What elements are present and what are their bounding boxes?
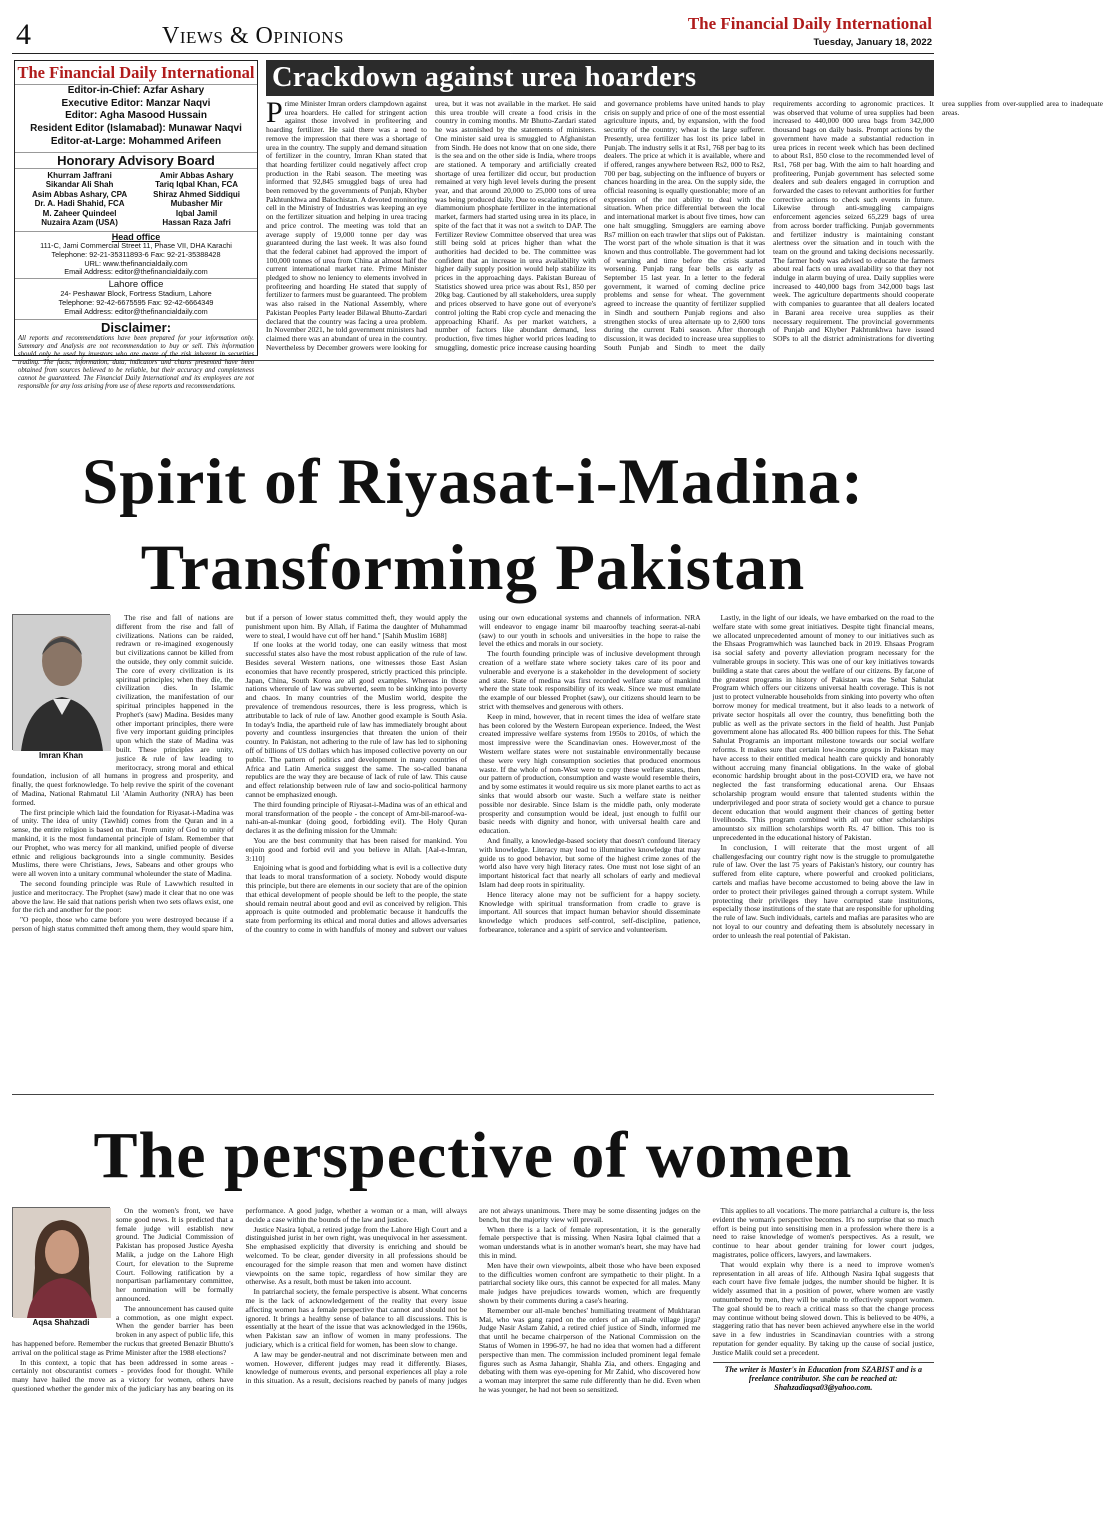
advisor-name: Hassan Raza Jafri [162, 218, 231, 228]
author-portrait-image [12, 614, 110, 750]
masthead-box [14, 60, 258, 390]
advisor-name: Tariq Iqbal Khan, FCA [155, 180, 239, 190]
author-photo [12, 1207, 110, 1328]
article-body-madina [12, 614, 934, 1088]
advisor-name: Mubasher Mir [170, 199, 223, 209]
advisory-board [15, 169, 257, 231]
article-headline-urea: Crackdown against urea hoarders [266, 60, 934, 96]
paragraph: Keep in mind, however, that in recent times the idea of welfare state has been colored by the Western European experience. Indeed, the West created impressive welfare systems from 1950s to 2010s, of which the most impressive were the Scandinavian ones. However,most of the Western welfare states were not sustainable environmentally because these were very high consumption societies that produced enormous waste. If the whole of non-West were to copy these welfare states, then our pattern of production, consumption and waste would resemble theirs, and by some estimates it would require us six more planet earths to act as sinks that would absorb our waste. Such a welfare state is neither possible nor desirable. Since Islam is the middle path, only moderate prosperity and consumption would be ideal, just enough to fulfil our basic needs with dignity and honor, with universal health care and education. [479, 711, 701, 836]
article-headline-women: The perspective of women [93, 1119, 853, 1192]
author-note: The writer is Master's in Education from SZABIST and is a freelance contributor. She can be reached at: Shahzadiaqsa03@yahoo.com. [713, 1362, 935, 1392]
advisor-name: Nuzaira Azam (USA) [41, 218, 118, 228]
advisor-name: Iqbal Jamil [175, 208, 218, 218]
advisory-board-title: Honorary Advisory Board [15, 152, 257, 169]
lahore-office-title: Lahore office [15, 278, 257, 290]
paragraph: That would explain why there is a need to improve women's representation in all areas of life. Although Nasira Iqbal suggests that each court have five female judges, the number should be higher. It is widely assumed that in a position of power, where women are vastly outnumbered by men, they will be unable to effectively support women. The goal should be to reach a critical mass so that the change process may continue without being slowed down. This is believed to be 40%, a staggering ratio that has never been achieved anywhere else in the world save in a few industries in Scandinavian countries with a strong reputation for gender equality. By taking up the cause of social justice, Justice Malik could set a precedent. [712, 1259, 934, 1357]
advisor-name: Amir Abbas Ashary [159, 170, 234, 180]
paper-name: The Financial Daily International [687, 14, 932, 33]
page-header [12, 14, 934, 54]
editor-line: Resident Editor (Islamabad): Munawar Naqvi [30, 123, 242, 135]
portrait-icon [13, 615, 111, 751]
paragraph: Hence literacy alone may not be sufficient for a happy society. Knowledge with spiritual transformation from cradle to grave is important. All sources that impact human behavior should disseminate knowledge which produces self-control, self-discipline, patience, forbearance, tolerance and a spirit of service and volunteerism. [479, 889, 701, 934]
advisor-name: Sikandar Ali Shah [45, 180, 114, 190]
article-body-women [12, 1207, 934, 1515]
photo-caption: Aqsa Shahzadi [32, 1318, 90, 1327]
advisory-column-left [32, 171, 127, 229]
lahore-office-address [15, 290, 257, 316]
paragraph: The fourth founding principle was of inclusive development through creation of a welfare state where society takes care of its poor and vulnerable and everyone is a stakeholder in the development of society and state. State of medina was first recorded welfare state of mankind where the state took responsibility of its weak. Since we must emulate the example of our blessed Prophet (saw), our citizens should learn to be strict with themselves and generous with others. [479, 649, 701, 711]
paragraph: The third founding principle of Riyasat-i-Madina was of an ethical and moral transformation of the people - the concept of Amr-bil-maroof-wa-nahi-an-al-munkar (doing good, forbidding evil). The Holy Quran declares it as the defining mission for the Ummah: [245, 799, 467, 836]
paragraph: Remember our all-male benches' humiliating treatment of Mukhtaran Mai, who was gang raped on the orders of an all-male village jirga? Judge Nasir Aslam Zahid, a retired chief justice of Sindh, informed me that until he became chairperson of the National Commission on the Status of Women in 1996-97, he had no idea that women had a different perspective than men. The commission included prominent legal female figures such as Asma Jahangir, Shahla Zia, and others. Engaging and debating with them was eye-opening for Mr Zahid, who discovered how a woman may interpret the same rule differently than he did. Even when he was younger, he had not been so sensitized. [479, 1305, 701, 1394]
paragraph: The rise and fall of nations are different from the rise and fall of civilizations. Nations can be raided, redrawn or re-imagined exogenously but civilizations cannot be killed from the outside, they only commit suicide. The core of every civilization is its spiritual principles; when they die, the civilization dies. In Islamic civilization, the manifestation of our spiritual principles happened in the Prophet's (saw) Madina. Besides many other important principles, there were five very important guiding principles upon which the state of Madina was built. These principles are unity, justice & rule of law leading to meritocracy, strong moral and ethical foundation, inclusion of all humans in progress and prosperity, and finally, the quest forknowledge. To help revive the spirit of the covenant of Madina, National Rahmatul Lil 'Alamin Authority (NRA) has been formed. [12, 613, 234, 807]
paragraph: The second founding principle was Rule of Lawwhich resulted in justice and meritocracy. The Prophet (saw) made it clear that no one was above the law. He said that nations perish when two sets oflaws exist, one for the rich and another for the poor: [12, 878, 234, 915]
paragraph: Enjoining what is good and forbidding what is evil is a collective duty that leads to moral transformation of a society. Nobody would dispute this principle, but there are elements in our society that are of the opinion that ethical development of people should be left to the people, the state should remain neutral about good and evil as conceived by religion. This approach is quite outmoded and problematic because it handcuffs the state from performing its ethical and moral duties and allows adversaries of the country to come in with handfuls of money and subvert our values using our own educational systems and channels of information. NRA will endeavor to engage inamr bil maaroofby teaching seerat-al-nabi (saw) to our youth in schools and universities in the hope to raise the level the ethics and morals in our society. [245, 613, 701, 934]
advisory-column-right [153, 171, 240, 229]
advisor-name: M. Zaheer Quindeel [42, 208, 117, 218]
issue-date: Tuesday, January 18, 2022 [813, 37, 932, 48]
paragraph: You are the best community that has been raised for mankind. You enjoin good and forbid evil and you believe in Allah. [Aal-e-Imran, 3:110] [245, 835, 467, 863]
header-divider [12, 53, 934, 54]
editor-line: Editor: Agha Masood Hussain [65, 110, 207, 122]
address-line: Telephone: 92-42-6675595 Fax: 92-42-6664349 [58, 298, 214, 308]
paragraph: If one looks at the world today, one can easily witness that most successful states also have the most robust application of the rule of law. Besides several Western nations, one witnesses those East Asian economies that have recently prospered, strictly practiced this principle. Japan, China, South Korea are all good examples. Whereas in those nations whererule of law was subverted, seem to be sinking into poverty and chaos. In many countries of the Muslim world, despite the prevalence of tremendous resources, there is less progress, which is attributable to lack of rule of law. Another good example is South Asia. In today's India, the apartheid rule of law has immediately brought about poverty and countless insurgencies that threaten the union of their country. In Pakistan, not adhering to the rule of law has led to siphoning off of billions of US dollars which has imposed collective poverty on our public. The pattern of politics and development in many countries of Africa and Latin America suggest the same. The so-called banana republics are the way they are because of lack of rule of law. This cause and effect relationship between rule of law and socio-political harmony cannot be emphasized enough. [245, 640, 467, 799]
editor-line: Executive Editor: Manzar Naqvi [61, 97, 211, 109]
address-line: URL: www.thefinancialdaily.com [84, 258, 188, 268]
photo-caption: Imran Khan [38, 751, 83, 760]
paragraph: "O people, those who came before you were destroyed because if a person of high status committed theft among them, they would spare him, but if a person of lower status committed theft, they would apply the punishment upon him. By Allah, if Fatima the daughter of Muhammad were to steal, I would have cut off her hand." [Sahih Muslim 1688] [12, 613, 467, 933]
editor-line: Editor-in-Chief: Azfar Ashary [67, 85, 205, 96]
head-office-title: Head office [15, 231, 257, 242]
section-title: Views & Opinions [162, 23, 344, 49]
address-line: Email Address: editor@thefinancialdaily.com [64, 267, 208, 277]
paragraph: This applies to all vocations. The more patriarchal a culture is, the less evident the woman's perspective becomes. It's no surprise that so much effort is being put into sensitising men in a profession where there is a need to raise knowledge of women's perspectives. As a result, we continue to hear about gender training for lower court judges, magistrates, police officers, lawyers, and lawmakers. [712, 1206, 934, 1259]
paragraph: Justice Nasira Iqbal, a retired judge from the Lahore High Court and a distinguished jurist in her own right, was unequivocal in her assessment. She emphasised explicitly that diversity is enriching and should be welcomed. To be clear, gender diversity in all professions should be encouraged for the simple reason that men and women have distinct viewpoints on the same topic, regardless of how similar they are otherwise. As a result, both must be taken into account. [245, 1224, 467, 1287]
article-headline-madina-line1: Spirit of Riyasat-i-Madina: [82, 446, 864, 518]
address-line: Telephone: 92-21-35311893-6 Fax: 92-21-35388428 [51, 249, 221, 259]
paragraph: Lastly, in the light of our ideals, we have embarked on the road to the welfare state with some great initiatives. Despite tight financial means, we allocated unprecedented amount of money to our initiatives such as the Ehsaas Programwhich was launched back in 2019. Ehsaas Program isa social safety and poverty alleviation program necessary for the vulnerable groups in society. This was one of our key initiatives towards building a state that cares about the welfare of our citizens. By far,one of the greatest programs in history of Pakistan was the Sehat Sahulat Program which offers our citizens universal health coverage. This is not just to protect vulnerable households from sinking into poverty who often borrow money for medical treatment, but it also leads to a network of private sector hospitals all over the country, thus benefitting both the public as well as the private sectors in the field of health. Just Punjab government alone has allocated Rs. 400 billion rupees for this. The Sehat Sahulat Programis an important milestone towards our social welfare reforms. It makes sure that certain low-income groups in Pakistan may have access to their entitled medical health care quickly and honorably without accruing many financial obligations. In the wake of global economic hardship brought about in the post-COVID era, we have not neglected the fast transforming educational arena. Our Ehsaas scholarship program would ensure that talented students within the underprivileged and poor strata of society would get a chance to pursue decent education that would augment their chances of getting better livelihoods. This program combined with all our other scholarships amountsto six million scholarships worth Rs. 47 billion. This too is unprecedented in the educational history of Pakistan. [712, 613, 934, 842]
paragraph: In conclusion, I will reiterate that the most urgent of all challengesfacing our country right now is the struggle to promulgatethe rule of law. Over the last 75 years of Pakistan's history, our country has suffered from elite capture, where powerful and crooked politicians, cartels and mafias have become accustomed to being above the law in order to protect their privileges gained through a corrupt system. While protecting their privileges they have corrupted state institutions, especially those institutions of the state that are responsible for upholding the rule of law. Such individuals, cartels and mafias are parasites who are not loyal to our country and defeating them is absolutely necessary in order to unleash the real potential of Pakistan. [712, 842, 934, 940]
paragraph: On the women's front, we have some good news. It is predicted that a female judge will establish new ground. The Judicial Commission of Pakistan has proposed Justice Ayesha Malik, a judge on the Lahore High Court, for elevation to the Supreme Court. Following ratification by a nonpartisan parliamentary committee, her nomination will be formally announced. [116, 1206, 234, 1303]
paragraph: The first principle which laid the foundation for Riyasat-i-Madina was of unity. The idea of unity (Tawhid) comes from the Quran and in a sense, the entire religion is based on that. From unity of God to unity of mankind, it is the most fundamental principle of Islam. Remember that our Prophet, who was mercy for all mankind, unified people of diverse ethnic and religious backgrounds into a single community. Besides Muslims, there were Christians, Jews, Sabeans and other groups who were all woven into a unitary communal wholeunder the state of Madina. [12, 807, 234, 879]
author-portrait-image [12, 1207, 110, 1317]
paragraph: Men have their own viewpoints, albeit those who have been exposed to the difficulties women confront are sympathetic to their plight. In a patriarchal society like ours, this cannot be expected for all males. Many male judges have prejudices towards women, which are frequently shown by their comments during a case's hearing. [479, 1260, 701, 1305]
article-text: rime Minister Imran orders clampdown against urea hoarders. He called for stringent action against those involved in profiteering and hoarding fertilizer. He said there was a need to remove the impression that there was a shortage of urea in the country. The supply and demand situation of fertilizer in the country, Imran Khan stated that that hoarding fertilizer could negatively affect crop production in the Rabi season. The meeting was informed that 92,845 smuggled bags of urea had been removed by the governments of Punjab, Khyber Pakhtunkhwa and Balochistan. A devoted monitoring cell in the Ministry of Industries was keeping an eye on the fertilizer situation and helping in urea tracing and price control. The meeting was told that an average supply of 19,000 tonne per day was guaranteed during the last week. It was also found that the federal cabinet had approved the import of 100,000 tonnes of urea from China at almost half the current international market rate. Prime Minister pledged to show no leniency to elements involved in profiteering and hoarding He stated that supply of fertilizer to farmers must be guaranteed. The problem was also raised in the National Assembly, where Pakistan Peoples Party leader Bilawal Bhutto-Zardari declared that the country was facing a urea problem. In November 2021, he told government ministers had claimed there was an abundant of urea in the country. Nevertheless by December growers were looking for urea, but it was not available in the market. He said this urea trouble will create a food crisis in the country in coming months. Mr Bhutto-Zardari stated he was astonished by the statements of ministers. One minister said urea is smuggled to Afghanistan from Sindh. He does not know that on one side, there is the sea and on the other side is India, where troops are stationed. A temporary and artificially created shortage of urea fertilizer did occur, but production remained at very high level levels during the present year, and that around 20,000 to 25,000 tons of urea was being produced daily. Due to escalating prices of diammonium phosphate fertilizer in the international market, farmers had started using urea in its place, in spite of the fact that it was not a switch to DAP. The Fertilizer Review Committee observed that urea was still being sold at prices higher than what the authorities had decided to be. The committee was confident that an increase in urea availability with higher daily supply position would help stabilize its prices in the approaching days. Pakistan Bureau of Statistics showed urea price was about Rs1, 850 per 20kg bag. Cautioned by all stakeholders, urea supply and prices observed to have gone out of everyone's control jolting the Rabi crop cycle and menacing the approaching Kharif. As per market watchers, a number of factors like abundant demand, less production, five times higher world prices leading to smuggling, domestic price increase causing hoarding and governance problems have united hands to play crisis on supply and price of one of the most essential agriculture inputs, and, by expansion, with the food security of the country; wheat is the large sufferer. Presently, urea fertilizer has lost its price label in Punjab. The industry sells it at Rs1, 768 per bag to its dealers. The price at which it is available, where and if offered, ranges anywhere between Rs2, 000 to Rs2, 700 per bag, subjecting on the influence of buyers or chances hoarding in the area. On the supply side, the official reasoning is equally questionable; more of an expression of the not ability to deal with the situation. When price differential between the local and international market is about five times, how can one halt smuggling. Smugglers are earning above Rs7 million on each trawler that slips out of Pakistan. The worst part of the whole situation is that it was known and thus controllable. The government had lot of warning and time before the crisis started worsening. Punjab rang fear bells as early as September 15 last year. In a letter to the federal government, it warned of coming decline price problems and sense for wheat. The government agreed to increase the quantity of fertilizer supplied in Sindh and southern Punjab regions and also strengthen stocks of urea alternate up to 2,600 tons during the current Rabi season. After thorough discussion, it was decided to increase urea supplies to South Punjab and Sindh to meet the daily requirements according to agronomic practices. It was observed that volume of urea supplies had been increased to 440,000 000 urea bags from 342,000 thousand bags on daily basis. Prompt actions by the government have made a substantial reduction in urea prices in recent week which has been declined to about Rs1, 850 close to the recommended level of Rs1, 768 per bag. With the aim to halt hoarding and profiteering, Punjab government has selected some dealers and sub dealers engaged in corruption and forwarded the cases to relevant authorities for further corrective actions to check such events in future. Likewise through anti-smuggling campaigns enforcement agencies seized 65,229 bags of urea from across border trafficking. Punjab governments and fertilizer industry is maintaining constant alertness over the situation and in touch with the team on the ground and taking decisions necessarily. The farmer body was advised to educate the farmers about real facts on urea availability so that they not indulge in alarm buying of urea. Daily supplies were increased to 440,000 bags from 342,000 bags last week. The agriculture departments should cooperate with companies to guarantee that all dealers located in Barani area receive urea supplies as their necessary requirement. The provincial governments of Punjab and Khyber Pakhtunkhwa have issued SOPs to all the district administrations for diverting urea supplies from over-supplied area to inadequate areas. [266, 99, 1103, 352]
disclaimer-title: Disclaimer: [15, 319, 257, 335]
disclaimer-text: All reports and recommendations have been prepared for your information only. Summary and Analysis are not recommendation to buy or sell. This information should only be used by investors who are aware of the risk inherent in securities trading. The facts, information, data, indicators and charts presented have been obtained from sources believed to be reliable, but their accuracy and completeness cannot be guaranteed. The Financial Daily International and its employees are not responsible for any loss arising from use of these reports and recommendations. [18, 334, 254, 390]
drop-cap: P [266, 96, 283, 129]
advisor-name: Khurram Jaffrani [47, 170, 112, 180]
editor-list [15, 85, 257, 149]
article-body-urea [266, 96, 1103, 356]
advisor-name: Shiraz Ahmed Siddiqui [153, 189, 240, 199]
head-office-address [15, 242, 257, 277]
section-divider [12, 1094, 934, 1095]
address-line: Email Address: editor@thefinancialdaily.com [64, 306, 208, 316]
address-line: 111-C, Jami Commercial Street 11, Phase VII, DHA Karachi [40, 241, 232, 251]
paragraph: In patriarchal society, the female perspective is absent. What concerns me is the lack of acknowledgement of the reality that every issue affecting women has a female perspective that cannot and should not be ignored. It brings a healthy sense of balance to all discussions. This is essentially at the heart of the issue that was acknowledged in the 1960s, when Pakistan saw an inflow of women in many professions. The judiciary, which is a critical field for women, has been slow to change. [245, 1287, 467, 1349]
paragraph: When there is a lack of female representation, it is the generally female perspective that is missing. When Nasira Iqbal claimed that a woman understands what is in another woman's heart, she may have had this in mind. [479, 1224, 701, 1260]
section-divider [12, 360, 934, 361]
masthead-title: The Financial Daily International [15, 61, 257, 85]
portrait-icon [13, 1208, 111, 1318]
author-photo [12, 614, 110, 761]
paragraph: The announcement has caused quite a commotion, as one might expect. When the gender barrier has been broken in any aspect of public life, this has happened before. Remember the ruckus that greeted Benazir Bhutto's arrival on the political stage as Prime Minister after the 1988 elections? [12, 1303, 234, 1357]
page-number: 4 [16, 18, 31, 51]
paragraph: A law may be gender-neutral and not discriminate between men and women. However, different judges may read it differently. Biases, knowledge of numerous events, and personal experiences all play a role in this situation. As a result, decisions reached by panels of many judges are not always unanimous. There may be some dissenting judges on the bench, but the majority view will prevail. [245, 1206, 701, 1386]
advisor-name: Asim Abbas Ashary, CPA [32, 189, 128, 199]
article-headline-madina-line2: Transforming Pakistan [140, 532, 806, 604]
paragraph: In this context, a topic that has been addressed in some areas - certainly not obscurantist corners - provides food for thought. While many have hailed the move as a victory for women, others have questioned whether the gender mix of the judiciary has any bearing on its performance. A good judge, whether a woman or a man, will always decide a case within the bounds of the law and justice. [12, 1206, 467, 1393]
paragraph: And finally, a knowledge-based society that doesn't confound literacy with knowledge. Literacy may lead to illuminative knowledge that may guide us to good behavior, but some of the highest crime zones of the world also have very high literacy rates. One must not lose sight of an important historical fact that nearly all scholars of early and medieval Islam had deep roots in spirituality. [479, 835, 701, 889]
editor-line: Editor-at-Large: Mohammed Arifeen [50, 135, 222, 147]
address-line: 24- Peshawar Block, Fortress Stadium, Lahore [60, 289, 212, 299]
advisor-name: Dr. A. Hadi Shahid, FCA [34, 199, 125, 209]
